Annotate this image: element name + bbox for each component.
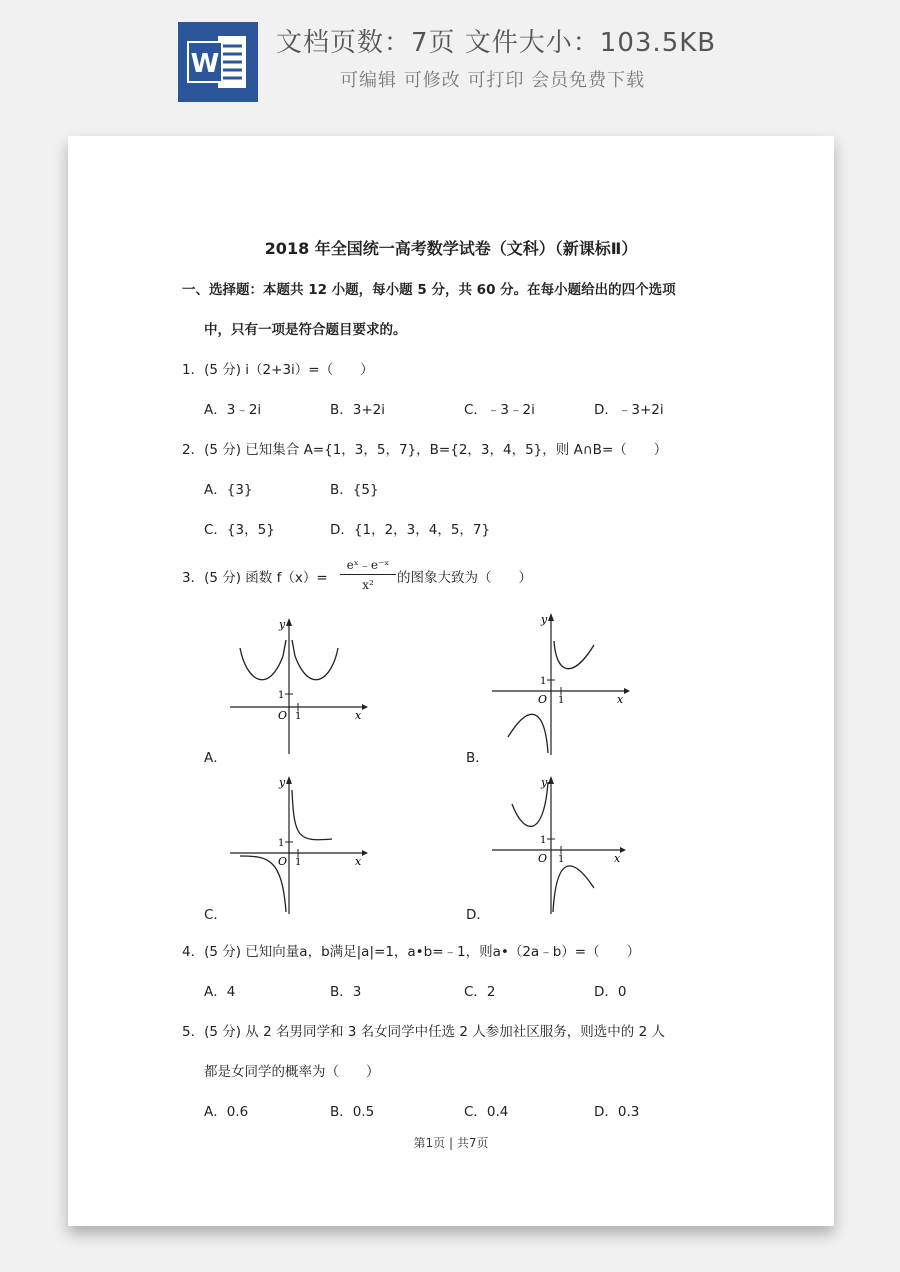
question-3-option-b: B． [466, 750, 489, 766]
question-2-option-d: D．{1，2，3，4，5，7} [330, 522, 491, 538]
svg-text:1: 1 [278, 838, 285, 849]
question-5-stem-line1: 5．(5 分) 从 2 名男同学和 3 名女同学中任选 2 人参加社区服务，则选中的 2 人 [182, 1024, 665, 1040]
document-info-title: 文档页数：7页 文件大小：103.5KB [276, 28, 717, 58]
section-heading-line2: 中，只有一项是符合题目要求的。 [204, 322, 407, 338]
question-3-fraction [340, 556, 396, 596]
question-1-option-d: D．﹣3+2i [594, 402, 664, 418]
page-footer: 第1页 | 共7页 [413, 1136, 489, 1150]
question-4-option-a: A．4 [204, 984, 236, 1000]
question-3-stem-suffix: 的图象大致为（ ） [397, 570, 532, 586]
graph-option-d [490, 776, 630, 916]
svg-text:1: 1 [295, 711, 302, 722]
fraction-numerator: eˣ﹣e⁻ˣ [346, 558, 390, 572]
svg-text:1: 1 [295, 857, 302, 868]
document-page [68, 136, 834, 1226]
question-5-option-c: C．0.4 [464, 1104, 509, 1120]
question-2-option-c: C．{3，5} [204, 522, 275, 538]
document-info-subtitle: 可编辑 可修改 可打印 会员免费下载 [340, 70, 646, 91]
fraction-bar [340, 574, 396, 575]
question-2-option-a: A．{3} [204, 482, 253, 498]
graph-option-c [228, 776, 368, 916]
svg-text:y: y [541, 613, 548, 626]
svg-text:O: O [538, 693, 548, 706]
question-3-option-a: A． [204, 750, 227, 766]
word-file-icon [178, 22, 258, 102]
question-4-option-b: B．3 [330, 984, 362, 1000]
svg-text:O: O [278, 855, 288, 868]
question-5-option-a: A．0.6 [204, 1104, 249, 1120]
graph-option-b [490, 613, 630, 758]
svg-text:x: x [617, 693, 624, 706]
exam-title: 2018 年全国统一高考数学试卷（文科）（新课标Ⅱ） [264, 239, 638, 258]
svg-text:1: 1 [558, 695, 565, 706]
question-4-option-d: D．0 [594, 984, 627, 1000]
graph-option-a [228, 618, 368, 758]
svg-text:1: 1 [540, 835, 547, 846]
fraction-denominator: x² [362, 578, 374, 592]
svg-text:y: y [279, 776, 286, 789]
svg-text:x: x [614, 852, 621, 865]
svg-text:x: x [355, 709, 362, 722]
section-heading-line1: 一、选择题：本题共 12 小题，每小题 5 分，共 60 分。在每小题给出的四个选项 [182, 282, 676, 298]
svg-text:y: y [279, 618, 286, 631]
question-3-option-d: D． [466, 907, 490, 923]
question-5-option-b: B．0.5 [330, 1104, 375, 1120]
question-5-option-d: D．0.3 [594, 1104, 640, 1120]
svg-text:y: y [541, 776, 548, 789]
svg-text:O: O [538, 852, 548, 865]
question-2-stem: 2．(5 分) 已知集合 A={1，3，5，7}，B={2，3，4，5}，则 A∩B=（ ） [182, 442, 668, 458]
svg-text:1: 1 [540, 676, 547, 687]
svg-text:x: x [355, 855, 362, 868]
question-3-option-c: C． [204, 907, 227, 923]
svg-text:1: 1 [558, 854, 565, 865]
question-1-option-a: A．3﹣2i [204, 402, 262, 418]
question-3-stem-prefix: 3．(5 分) 函数 f（x）= [182, 570, 328, 586]
question-5-stem-line2: 都是女同学的概率为（ ） [204, 1064, 380, 1080]
question-4-option-c: C．2 [464, 984, 496, 1000]
svg-text:O: O [278, 709, 288, 722]
svg-text:1: 1 [278, 690, 285, 701]
question-1-stem: 1．(5 分) i（2+3i）=（ ） [182, 362, 374, 378]
question-2-option-b: B．{5} [330, 482, 379, 498]
question-1-option-c: C．﹣3﹣2i [464, 402, 535, 418]
question-1-option-b: B．3+2i [330, 402, 386, 418]
svg-text:W: W [190, 49, 220, 79]
question-4-stem: 4．(5 分) 已知向量a，b满足|a|=1，a•b=﹣1，则a•（2a﹣b）=（ ） [182, 944, 641, 960]
